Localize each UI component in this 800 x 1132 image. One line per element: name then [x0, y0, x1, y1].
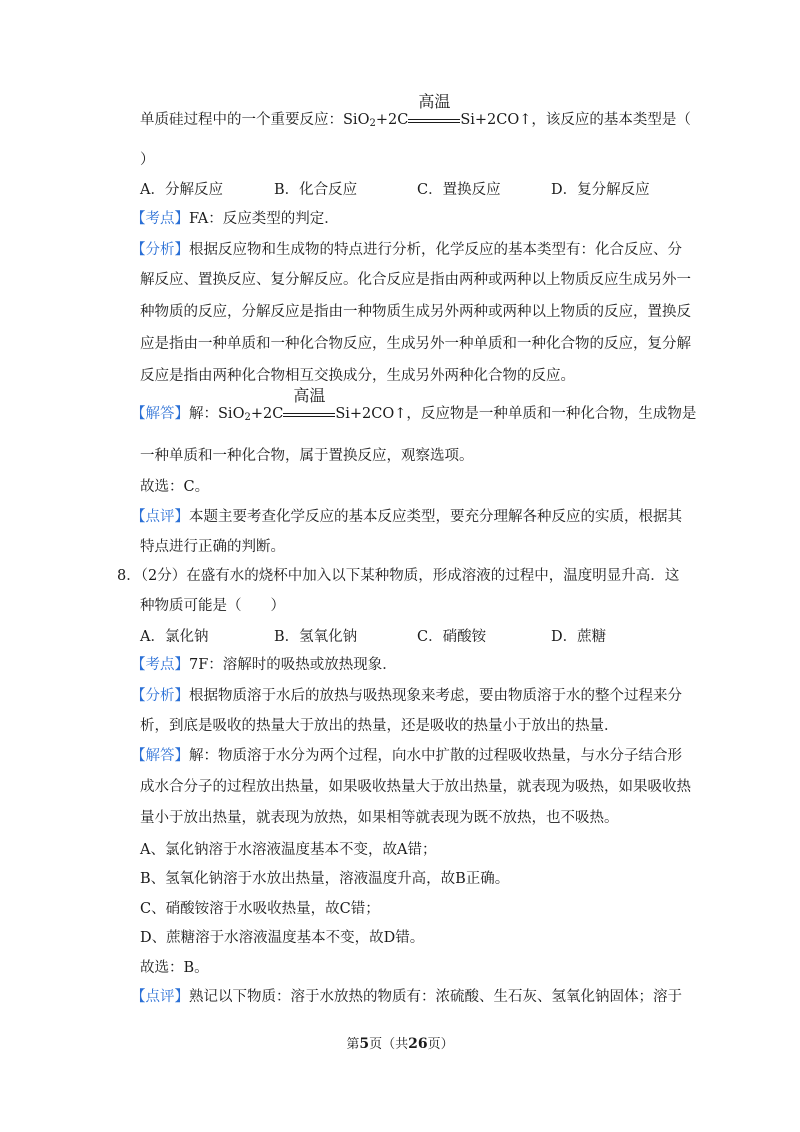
q8-number: 8．: [117, 568, 141, 584]
q8-option-b: B．氢氧化钠: [274, 629, 358, 645]
q7-jieda-sub: 2: [244, 412, 251, 423]
q7-fenxi-line-5: 反应是指由两种化合物相互交换成分，生成另外两种化合物的反应。: [140, 368, 575, 384]
q8-fenxi-text-1: 根据物质溶于水后的放热与吸热现象来考虑，要由物质溶于水的整个过程来分: [189, 688, 682, 704]
q7-answer: 故选：C。: [140, 479, 210, 495]
q7-jieda-line-2: 一种单质和一种化合物，属于置换反应，观察选项。: [140, 448, 474, 464]
q7-fenxi-line-2: 解反应、置换反应、复分解反应。化合反应是指由两种或两种以上物质反应生成另外一: [140, 272, 691, 288]
q7-option-d: D．复分解反应: [551, 182, 650, 198]
q8-dianping-line-1: [131, 987, 682, 1007]
reaction-condition-2: 高温: [293, 386, 326, 405]
q7-dianping-tag: 【点评】: [131, 509, 189, 525]
q7-option-a: A．分解反应: [140, 182, 223, 198]
q8-answer: 故选：B。: [140, 960, 209, 976]
q8-jieda-line-5: B、氢氧化钠溶于水放出热量，溶液温度升高，故B正确。: [140, 871, 510, 887]
q7-stem-line: [140, 92, 691, 134]
q8-jieda-line-1: [131, 746, 682, 766]
q8-jieda-text-1: 解：物质溶于水分为两个过程，向水中扩散的过程吸收热量，与水分子结合形: [189, 748, 682, 764]
q7-option-b: B．化合反应: [274, 182, 358, 198]
q7-kaodian: [131, 209, 339, 229]
q7-fenxi-tag: 【分析】: [131, 242, 189, 258]
q8-option-a: A．氯化钠: [140, 629, 209, 645]
q8-fenxi-line-1: [131, 686, 682, 706]
q8-jieda-tag: 【解答】: [131, 748, 189, 764]
q7-kaodian-tag: 【考点】: [131, 211, 189, 227]
q7-dianping-line-1: [131, 507, 682, 527]
q8-dianping-text: 熟记以下物质：溶于水放热的物质有：浓硫酸、生石灰、氢氧化钠固体；溶于: [189, 989, 682, 1005]
q7-dianping-text-1: 本题主要考查化学反应的基本反应类型，要充分理解各种反应的实质，根据其: [189, 509, 682, 525]
q8-jieda-line-4: A、氯化钠溶于水溶液温度基本不变，故A错；: [140, 842, 437, 858]
q7-jieda-line-1: [131, 386, 697, 428]
q8-option-d: D．蔗糖: [551, 629, 607, 645]
reaction-condition: 高温: [418, 92, 451, 111]
q7-dianping-line-2: 特点进行正确的判断。: [140, 539, 285, 555]
q8-kaodian-tag: 【考点】: [131, 657, 189, 673]
q7-jieda-mid: +2C: [250, 406, 284, 422]
q8-jieda-line-6: C、硝酸铵溶于水吸收热量，故C错；: [140, 901, 380, 917]
q8-dianping-tag: 【点评】: [131, 989, 189, 1005]
q7-option-c: C．置换反应: [417, 182, 501, 198]
q8-jieda-line-3: 量小于放出热量，就表现为放热，如果相等就表现为既不放热，也不吸热。: [140, 810, 619, 826]
q7-stem-mid: +2C: [375, 112, 409, 128]
q8-jieda-line-7: D、蔗糖溶于水溶液温度基本不变，故D错。: [140, 930, 425, 946]
q8-stem-line-1: [117, 566, 679, 586]
page-footer: [0, 1033, 800, 1052]
q8-fenxi-tag: 【分析】: [131, 688, 189, 704]
total-pages: 26: [408, 1036, 428, 1052]
q8-kaodian-text: 7F：溶解时的吸热或放热现象．: [189, 657, 397, 673]
q7-fenxi-line-1: [131, 240, 682, 260]
q7-jieda-tag: 【解答】: [131, 406, 189, 422]
footer-pre: 第: [346, 1037, 360, 1052]
q7-fenxi-text-1: 根据反应物和生成物的特点进行分析，化学反应的基本类型有：化合反应、分: [189, 242, 682, 258]
reaction-condition-arrow-2: [283, 386, 335, 424]
q7-jieda-post: Si+2CO↑，反应物是一种单质和一种化合物，生成物是: [335, 406, 697, 422]
q8-option-c: C．硝酸铵: [417, 629, 487, 645]
reaction-condition-arrow: [408, 92, 460, 130]
q7-stem-close: ）: [140, 152, 155, 168]
q7-fenxi-line-4: 应是指由一种单质和一种化合物反应，生成另外一种单质和一种化合物的反应，复分解: [140, 336, 691, 352]
q8-fenxi-line-2: 析，到底是吸收的热量大于放出的热量，还是吸收的热量小于放出的热量．: [140, 718, 619, 734]
q7-stem-sub: 2: [369, 118, 376, 129]
q7-stem-pre: 单质硅过程中的一个重要反应：SiO: [140, 112, 370, 128]
q8-stem-text-1: （2分）在盛有水的烧杯中加入以下某种物质，形成溶液的过程中，温度明显升高．这: [140, 568, 680, 584]
q7-kaodian-text: FA：反应类型的判定．: [189, 211, 339, 227]
q7-stem-post: Si+2CO↑，该反应的基本类型是（: [460, 112, 691, 128]
q8-jieda-line-2: 成水合分子的过程放出热量，如果吸收热量大于放出热量，就表现为吸热，如果吸收热: [140, 779, 691, 795]
q7-jieda-pre: 解：SiO: [189, 406, 245, 422]
q8-kaodian: [131, 655, 397, 675]
footer-mid: 页（共: [369, 1037, 409, 1052]
footer-post: 页）: [427, 1037, 454, 1052]
q7-fenxi-line-3: 种物质的反应，分解反应是指由一种物质生成另外两种或两种以上物质的反应，置换反: [140, 304, 691, 320]
page-number: 5: [359, 1036, 370, 1052]
q8-stem-line-2: 种物质可能是（ ）: [140, 598, 285, 614]
